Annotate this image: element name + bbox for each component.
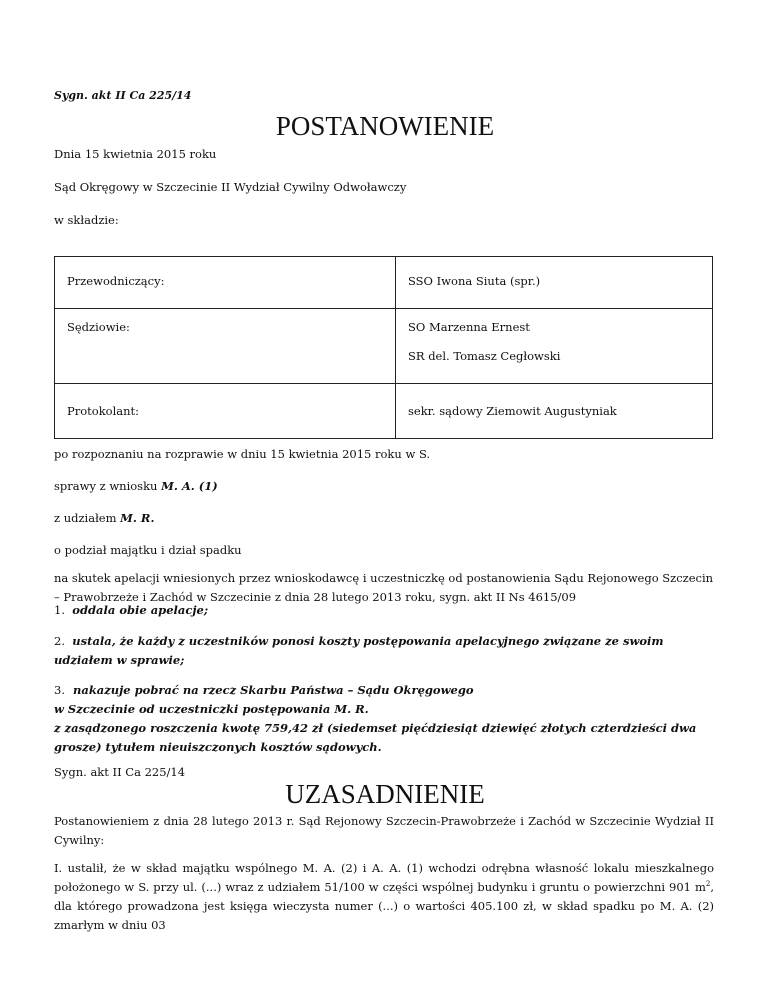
panel-row-judges: [55, 309, 713, 384]
participant-name: M. R.: [120, 511, 155, 525]
panel-row-presiding: [55, 257, 713, 309]
panel-role: Przewodniczący:: [67, 274, 165, 288]
date-line: Dnia 15 kwietnia 2015 roku: [54, 147, 217, 161]
case-applicant-line: sprawy z wniosku M. A. (1): [54, 479, 218, 493]
panel-name: SR del. Tomasz Cegłowski: [408, 349, 561, 363]
court-panel-table: [54, 256, 713, 439]
panel-role: Sędziowie:: [67, 320, 130, 334]
panel-name: SSO Iwona Siuta (spr.): [408, 274, 541, 288]
order-item: 1. oddala obie apelacje;: [54, 603, 209, 617]
panel-role: Protokolant:: [67, 404, 140, 418]
justification-intro: Postanowieniem z dnia 28 lutego 2013 r. Sąd Rejonowy Szczecin-Prawobrzeże i Zachód w Szczecinie Wydział II Cywilny:: [54, 814, 714, 847]
court-line: Sąd Okręgowy w Szczecinie II Wydział Cywilny Odwoławczy: [54, 180, 407, 194]
order-item: 2. ustala, że każdy z uczestników ponosi koszty postępowania apelacyjnego związane ze swoim udziałem w sprawie;: [54, 634, 664, 667]
document-title: POSTANOWIENIE: [275, 111, 495, 141]
panel-row-clerk: [55, 384, 713, 439]
composition-line: w składzie:: [54, 213, 119, 227]
justification-title: UZASADNIENIE: [285, 779, 485, 809]
applicant-name: M. A. (1): [161, 479, 218, 493]
hearing-line: po rozpoznaniu na rozprawie w dniu 15 kwietnia 2015 roku w S.: [54, 447, 431, 461]
appeal-paragraph: na skutek apelacji wniesionych przez wnioskodawcę i uczestniczkę od postanowienia Sądu Rejonowego Szczecin – Prawobrzeże i Zachód w Szczecinie z dnia 28 lutego 2013 roku, sygn. akt II Ns 4615/09: [54, 571, 714, 604]
justification-case-reference: Sygn. akt II Ca 225/14: [54, 765, 186, 779]
order-item: 3. nakazuje pobrać na rzecz Skarbu Państwa – Sądu Okręgowego w Szczecinie od uczestniczki postępowania M. R. z zasądzonego roszczenia kwotę 759,42 zł (siedemset pięćdziesiąt dziewięć złotych czterdzieści dwa grosze) tytułem nieuiszczonych kosztów sądowych.: [54, 683, 697, 754]
panel-name: SO Marzenna Ernest: [408, 320, 530, 334]
case-participant-line: z udziałem M. R.: [54, 511, 155, 525]
justification-point-1: I. ustalił, że w skład majątku wspólnego M. A. (2) i A. A. (1) wchodzi odrębna własność lokalu mieszkalnego położonego w S. przy ul. (...) wraz z udziałem 51/100 w części wspólnej budynku i gruntu o powierzchni 901 $m^2$, dla którego prowadzona jest księga wieczysta numer (...) o wartości 405.100 zł, w skład spadku po M. A. (2) zmarłym w dniu 03: [54, 861, 714, 932]
case-reference: Sygn. akt II Ca 225/14: [54, 89, 192, 102]
panel-name: sekr. sądowy Ziemowit Augustyniak: [408, 404, 617, 418]
case-subject-line: o podział majątku i dział spadku: [54, 543, 242, 557]
